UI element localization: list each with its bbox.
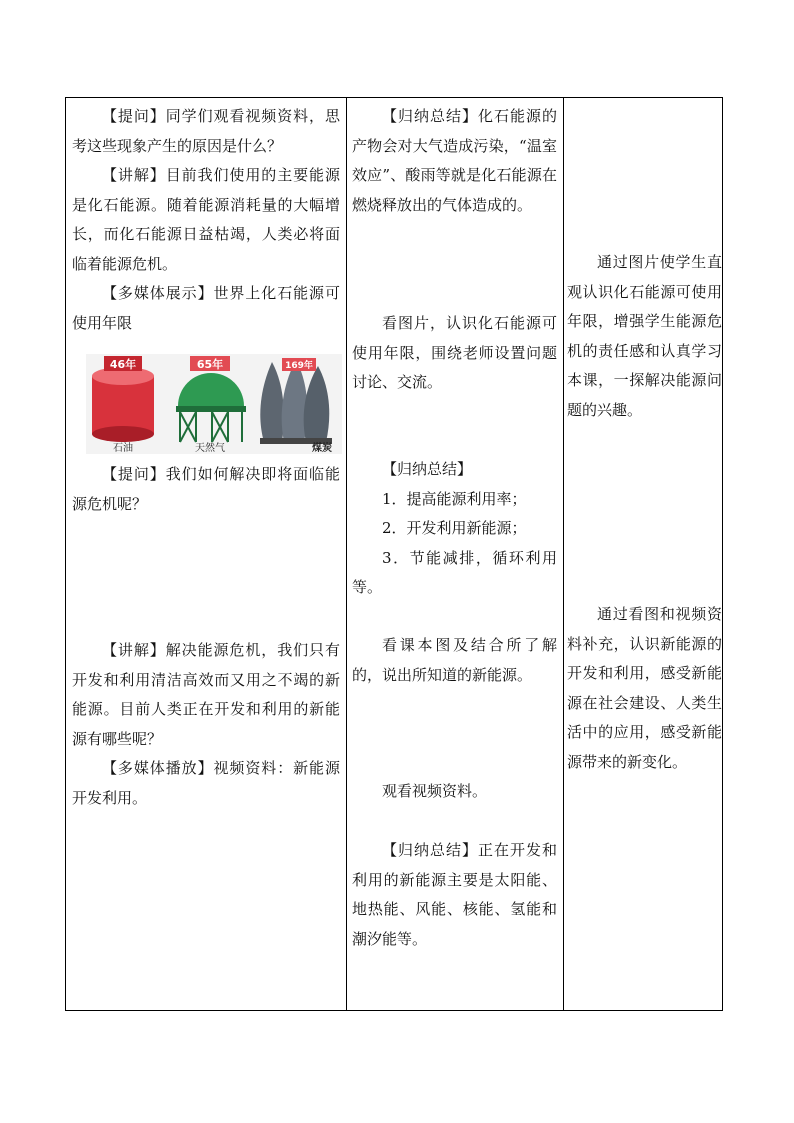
summary-1: 【归纳总结】化石能源的产物会对大气造成污染，“温室效应”、酸雨等就是化石能源在燃烧释放出的气体造成的。	[352, 107, 557, 214]
summary-3: 【归纳总结】正在开发和利用的新能源主要是太阳能、地热能、风能、核能、氢能和潮汐能等。	[352, 841, 557, 948]
summary-block-1	[352, 102, 557, 220]
explanation-2: 【讲解】解决能源危机，我们只有开发和利用清洁高效而又用之不竭的新能源。目前人类正在开发和利用的新能源有哪些呢？	[72, 641, 340, 748]
teacher-activity-column	[66, 98, 347, 1010]
summary-block-2	[352, 455, 557, 603]
video-block	[352, 777, 557, 807]
observe-pictures: 看图片，认识化石能源可使用年限，围绕老师设置问题讨论、交流。	[352, 314, 557, 391]
intent-1: 通过图片使学生直观认识化石能源可使用年限，增强学生能源危机的责任感和认真学习本课，一探解决能源问题的兴趣。	[567, 253, 722, 419]
coal-name-label: 煤炭	[312, 443, 332, 454]
oil-barrel-icon	[92, 356, 154, 454]
lesson-table	[65, 97, 723, 1011]
question-2: 【提问】我们如何解决即将面临能源危机呢？	[72, 465, 340, 513]
student-activity-column	[346, 98, 564, 1010]
oil-years-label: 46年	[109, 358, 137, 371]
summary-block-3	[352, 836, 557, 954]
multimedia-play: 【多媒体播放】视频资料：新能源开发利用。	[72, 759, 340, 807]
intent-block-2	[567, 600, 722, 777]
explanation-block-2	[72, 636, 340, 813]
multimedia-show: 【多媒体展示】世界上化石能源可使用年限	[72, 284, 340, 332]
question-1: 【提问】同学们观看视频资料，思考这些现象产生的原因是什么？	[72, 107, 340, 155]
gas-tank-icon	[176, 356, 246, 454]
summary-item-2: 2．开发利用新能源；	[382, 519, 527, 537]
coal-towers-icon	[260, 358, 332, 454]
textbook-activity: 看课本图及结合所了解的，说出所知道的新能源。	[352, 636, 557, 684]
watch-video: 观看视频资料。	[382, 782, 488, 800]
coal-years-label: 169年	[285, 361, 313, 371]
textbook-block	[352, 631, 557, 690]
design-intent-column	[563, 98, 722, 1010]
summary-item-3: 3．节能减排，循环利用等。	[352, 548, 557, 596]
gas-name-label: 天然气	[195, 443, 225, 454]
summary-item-1: 1．提高能源利用率；	[382, 489, 527, 508]
fossil-fuel-years-figure	[86, 354, 342, 454]
intent-block-1	[567, 248, 722, 425]
question-block-1	[72, 102, 340, 338]
oil-name-label: 石油	[113, 443, 133, 454]
gas-years-label: 65年	[196, 358, 224, 371]
explanation-1: 【讲解】目前我们使用的主要能源是化石能源。随着能源消耗量的大幅增长，而化石能源日益枯竭，人类必将面临着能源危机。	[72, 166, 340, 273]
intent-2: 通过看图和视频资料补充，认识新能源的开发和利用，感受新能源在社会建设、人类生活中的应用，感受新能源带来的新变化。	[567, 605, 722, 771]
observe-block	[352, 309, 557, 398]
summary-2-title: 【归纳总结】	[382, 460, 473, 478]
question-block-2	[72, 460, 340, 519]
